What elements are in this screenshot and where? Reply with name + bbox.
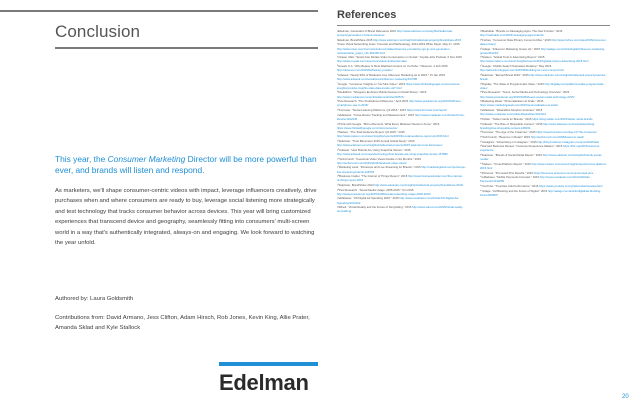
reference-entry: [480, 29, 609, 37]
reference-link[interactable]: http://www.ooyala.com/resources/videomind/social-video: [337, 59, 408, 64]
body-paragraph: As marketers, we'll shape consumer-centric videos with impact, leverage influencers creatively, drive purchases when and where consumers are ready to buy, leverage social listening more strategically and test technology that tracks consumer behavior across devices. This year will bring customized experiences that transcend device and geography, seamlessly fitting into consumers' multi-screen world in a way that's authentically integrated, always-on and engaging. We look forward to watching the year unfold.: [55, 188, 317, 247]
lead-italic: Consumer Marketing: [107, 154, 186, 164]
reference-text: ⁴³YouTube. "TrueView Ads Performance." 2015: [480, 184, 540, 189]
reference-link[interactable]: http://www.emarketer.com/Article/Wearables/1013111: [480, 112, 547, 117]
page-title: Conclusion: [55, 22, 141, 41]
reference-link[interactable]: http://www.cisco.com/c/en/us/solutions/collateral/service-provider/ip-ngn-ip-next-generation-network/white_paper_c11-481360.html: [337, 46, 451, 55]
reference-text: ²⁷Google. "Mobile Search Surpasses Desktop." May 2015: [480, 64, 552, 69]
reference-entry: [480, 135, 609, 139]
reference-entry: [337, 29, 466, 37]
reference-text: ⁷Google. "Consumer Insights on YouTube Video." 2015: [337, 81, 406, 86]
reference-text: ¹Edelman, Generation Z Brand Relevance 2015: [337, 29, 397, 33]
reference-text: ⁴Ocasio, Matt. "Sports Fan Dictate Video Consumption on Social." Ooyala Jobs Podcast, 6 Nov 2015: [337, 55, 462, 60]
reference-entry: [480, 171, 609, 175]
reference-link[interactable]: http://www.edelman.com/insights/intellectual-property/brandshare-2014/: [374, 182, 464, 187]
reference-text: ²³Mashable. "Brands on Messaging Apps: The New Frontier." 2015: [480, 29, 563, 33]
reference-link[interactable]: http://www.adweek.com/news/technology/how-brands-are-using-snapchat-stories-167890: [337, 151, 448, 156]
reference-text: ⁴²eMarketer. "Mobile Payments Forecast." 2015: [480, 175, 540, 180]
reference-link[interactable]: https://www.thinkwithgoogle.com/micromoments/: [337, 125, 398, 130]
reference-link[interactable]: http://adage.com/article/digital/influencer-marketing-grows/301234/: [480, 46, 606, 55]
logo-bar: [219, 362, 318, 366]
reference-text: ⁶Adweek, "Nearly 90% of Marketers Use Influencer Marketing as of 2015." 15 Jan 2015: [337, 72, 446, 77]
reference-text: ¹¹eMarketer. "Cross-Device Tracking and Measurement." 2015: [337, 112, 415, 117]
reference-entry: [480, 47, 609, 55]
reference-text: ¹³Nielsen. "The Total Audience Report: Q3 2015." 2015: [337, 130, 405, 135]
references-panel: [337, 0, 637, 413]
reference-link[interactable]: http://techcrunch.com/2015/11/04/facebook-video-views/: [337, 160, 407, 165]
reference-link[interactable]: http://www.edelman.com/insights/intellectual-property/brandshare-2015: [373, 37, 462, 42]
reference-link[interactable]: http://www.edelman.com/insights/intellectual-property/2015-edelman-trust-barometer/: [337, 143, 443, 148]
reference-entry: [480, 122, 609, 130]
reference-link[interactable]: http://www.pewinternet.org/2015/04/01/us-smartphone-use-in-2015/: [337, 99, 462, 108]
reference-entry: [480, 162, 609, 170]
reference-entry: [480, 64, 609, 72]
reference-text: ⁹Pew Research. "The Smartphone Difference." April 2015: [337, 99, 410, 104]
reference-entry: [337, 82, 466, 90]
reference-link[interactable]: https://www.youtube.com/yt/advertise/trueview.html: [539, 184, 603, 189]
reference-entry: [337, 165, 466, 173]
reference-text: ²⁸Edelman. "Earned Brand 2015." 2015: [480, 72, 530, 77]
reference-link[interactable]: http://www.wired.com/2015/virtual-reality-storytelling/: [337, 205, 464, 214]
reference-text: ¹⁷Marketing Land. "Periscope and Live Streaming for Brands." 2015: [337, 165, 422, 170]
reference-entry: [480, 189, 609, 197]
reference-entry: [337, 148, 466, 156]
reference-link[interactable]: http://digiday.com/platforms/state-programmatic-video/: [480, 81, 605, 90]
reference-link[interactable]: https://www.forrester.com/Age-Of-The-Customer/: [536, 130, 597, 135]
reference-text: ³⁴Adweek. "The Rise of Shoppable Content." 2015: [480, 121, 544, 126]
reference-text: ¹⁸Business Insider. "The Internet of Things Report." 2015: [337, 174, 409, 179]
reference-entry: [337, 108, 466, 112]
reference-link[interactable]: https://www.thinkwithgoogle.com/consumer-insights/youtube-insights-stats-data-trends-vol7.html: [337, 81, 461, 90]
reference-entry: [337, 122, 466, 130]
reference-link[interactable]: http://www.nielsen.com/us/en/insights/reports/cross-platform-2015.html: [480, 161, 607, 170]
contributions: Contributions from: David Armano, Jess Clifton, Adam Hirsch, Rob Jones, Kevin King, Allie Prater, Amanda Sklad and Kyle Stallock: [55, 315, 310, 332]
conclusion-panel: [0, 0, 318, 413]
reference-link[interactable]: http://www.nielsen.com/us/en/insights/reports/2015/the-total-audience-report-q3-2015.html: [337, 134, 449, 139]
references-title: References: [337, 9, 397, 21]
reference-link[interactable]: https://www.marketingweek.com/2015/personalisation-at-scale/: [480, 103, 559, 108]
reference-entry: [337, 64, 466, 72]
reference-link[interactable]: http://blog.business.instagram.com/post/2015/ads: [537, 139, 599, 144]
reference-text: ³³Twitter. "Twitter Cards for Brands." 2015: [480, 116, 533, 121]
reference-entry: [480, 144, 609, 152]
reference-text: ²¹eMarketer. "US Digital Ad Spending 2015." 2015: [337, 196, 400, 201]
reference-entry: [337, 205, 466, 213]
reference-link[interactable]: http://www.edelman.com/insights/brands-social-media/: [480, 153, 602, 162]
reference-entry: [337, 188, 466, 196]
reference-entry: [337, 90, 466, 98]
reference-entry: [480, 175, 609, 183]
reference-link[interactable]: http://www.adweek.com/socialtimes/influencer-marketing/614780: [337, 77, 418, 81]
reference-entry: [480, 184, 609, 188]
reference-entry: [480, 90, 609, 98]
reference-text: ¹⁶TechCrunch. "Facebook Video Views Double in Six Months." 2015: [337, 156, 421, 161]
reference-entry: [337, 42, 466, 54]
lead-paragraph: This year, the Consumer Marketing Director will be more powerful than ever, and brands will listen and respond.: [55, 154, 317, 175]
reference-text: ³⁰Pew Research. "Teens, Social Media and Technology Overview." 2015: [480, 90, 570, 95]
reference-entry: [337, 196, 466, 204]
authored-by: Authored by: Laura Goldsmith: [55, 296, 134, 302]
reference-link[interactable]: http://mashable.com/2015/messaging-apps-brands/: [480, 33, 544, 38]
reference-text: ¹²Think with Google. "Micro-Moments: What Every Marketer Needs to Know." 2015: [337, 121, 440, 126]
references-divider: [337, 25, 610, 26]
reference-link[interactable]: https://blog.twitter.com/2015/twitter-cards-brands: [532, 116, 593, 121]
reference-link[interactable]: http://www.forbes.com/sites/2015/consumer-data-privacy/: [480, 37, 607, 46]
reference-entry: [337, 99, 466, 107]
reference-entry: [480, 130, 609, 134]
reference-text: ¹⁰Forrester. "Social Listening Platforms, Q3 2015." 2015: [337, 108, 407, 113]
reference-entry: [337, 139, 466, 147]
reference-text: ⁴⁴Adage. "Ad Blocking and the Future of Digital." 2015: [480, 188, 548, 193]
reference-link[interactable]: https://www.forrester.com/report/: [406, 108, 448, 113]
reference-text: ¹⁹Edelman, BrandShare 2014: [337, 182, 375, 187]
reference-link[interactable]: http://www.nielsen.com/us/en/insights/reports/2015/global-trust-in-advertising-2015.html: [480, 59, 589, 64]
reference-link[interactable]: http://www.emarketer.com/Article/Mobile-Payments/1013256: [480, 175, 591, 184]
reference-entry: [337, 113, 466, 121]
reference-text: ⁴⁰Nielsen. "Cross-Platform Report." 2015: [480, 161, 532, 166]
reference-text: ²⁰Pew Research. "Social Media Usage: 2005-2015." Oct 2015: [337, 187, 414, 192]
reference-entry: [480, 55, 609, 63]
reference-text: ¹⁵Adweek. "How Brands Are Using Snapchat Stories." 2015: [337, 147, 411, 152]
edelman-logo: [219, 362, 318, 398]
reference-link[interactable]: http://www.emarketer.com/Article/Cross-Device/1012345: [337, 112, 465, 121]
reference-text: ³⁵Forrester. "The Age of the Customer." 2015: [480, 130, 537, 135]
reference-text: ³⁹Edelman. "Brands & Social Media Report." 2015: [480, 153, 543, 158]
reference-entry: [480, 73, 609, 81]
reference-link[interactable]: http://observer.com/2015/02/beauty-youtube/: [337, 68, 393, 73]
reference-text: ²⁶Nielsen. "Global Trust in Advertising Report." 2015: [480, 55, 545, 60]
reference-text: ²⁹Digiday. "The State of Programmatic Video." 2015: [480, 81, 545, 86]
reference-link[interactable]: http://www.emarketer.com/Article/US-Digital-Ad-Spending/1013012: [337, 196, 459, 205]
reference-text: ³²eMarketer. "Wearables Adoption Forecast." 2015: [480, 108, 543, 113]
reference-link[interactable]: https://business.pinterest.com/en/promoted-pins: [533, 170, 594, 175]
reference-link[interactable]: http://techcrunch.com/2015/beacons-retail/: [530, 134, 584, 139]
references-column-2: [480, 29, 609, 397]
reference-entry: [337, 38, 466, 42]
reference-text: ¹⁴Edelman. "Trust Barometer 2015 Annual Global Study." 2015: [337, 139, 415, 144]
reference-link[interactable]: http://www.edelman.com/insights/intellectual-property/earned-brand/: [480, 72, 606, 81]
reference-entry: [337, 157, 466, 165]
reference-entry: [480, 153, 609, 161]
page-number: 20: [622, 394, 629, 400]
reference-link[interactable]: http://www.adweek.com/news/advertising-branding/rise-shoppable-content-168234: [480, 121, 596, 130]
top-divider: [0, 10, 318, 12]
reference-text: ²²Wired. "Virtual Reality and the Future of Storytelling." 2015: [337, 205, 413, 210]
reference-text: ²Edelman, BrandShare 2015: [337, 37, 374, 42]
reference-text: ³Cisco Visual Networking Index: Forecast and Methodology, 2014-2019 White Paper, May 27, 2015: [337, 42, 460, 47]
reference-entry: [480, 108, 609, 116]
reference-link[interactable]: http://www.pewinternet.org/2015/04/09/teens-social-media-technology-2015/: [480, 94, 575, 99]
reference-text: ⁴¹Pinterest. "Promoted Pins Results." 2015: [480, 170, 534, 175]
reference-entry: [337, 73, 466, 81]
reference-link[interactable]: http://www.edelman.com/insights/intellectual-property/generation-z-brand-relevance: [337, 29, 453, 38]
reference-text: ³¹Marketing Week. "Personalization at Scale." 2015: [480, 99, 544, 104]
reference-text: ³⁶TechCrunch. "Beacons in Retail." 2015: [480, 134, 531, 139]
reference-entry: [337, 55, 466, 63]
reference-entry: [480, 140, 609, 144]
reference-text: ³⁸Harvard Business Review. "Customer Experience Matters." 2015: [480, 144, 564, 149]
reference-link[interactable]: https://hbr.org/2015/customer-experience: [480, 144, 601, 153]
reference-entry: [480, 99, 609, 107]
reference-entry: [480, 117, 609, 121]
reference-link[interactable]: http://adwords.blogspot.com/2015/05/building-for-next-moment.html: [480, 68, 564, 73]
reference-link[interactable]: http://marketingland.com/periscope-live-streaming-brands-128765: [337, 165, 466, 174]
reference-link[interactable]: http://adage.com/article/digital/ad-blocking-future/300987/: [480, 188, 602, 197]
reference-link[interactable]: http://www.businessinsider.com/the-internet-of-things-report-2015: [337, 174, 463, 183]
reference-text: ²⁴Forbes. "Consumer Data Privacy Concerns Rise." 2015: [480, 37, 552, 42]
reference-link[interactable]: http://www.pewinternet.org/2015/10/08/social-networking-usage-2005-2015/: [337, 191, 431, 196]
reference-entry: [337, 130, 466, 138]
reference-entry: [337, 183, 466, 187]
title-divider: [55, 47, 318, 49]
reference-text: ³⁷Instagram. "Advertising on Instagram." 2015: [480, 139, 538, 144]
reference-text: ⁸MediaPost. "Shoppers Embrace Mobile Devices In Retail Stores." 2015: [337, 90, 427, 95]
reference-text: ²⁵Adage. "Influencer Marketing Grows Up." 2015: [480, 46, 541, 51]
reference-link[interactable]: http://www.mediapost.com/publications/article/246571/: [337, 94, 405, 99]
references-column-1: [337, 29, 466, 397]
logo-wordmark: Edelman: [219, 370, 309, 395]
reference-entry: [480, 38, 609, 46]
reference-entry: [480, 82, 609, 90]
reference-entry: [337, 174, 466, 182]
reference-text: ⁵Howell, K.A. "Why Beauty Is Most Watched Content on YouTube." Observer, 4 Feb 2015: [337, 64, 448, 69]
